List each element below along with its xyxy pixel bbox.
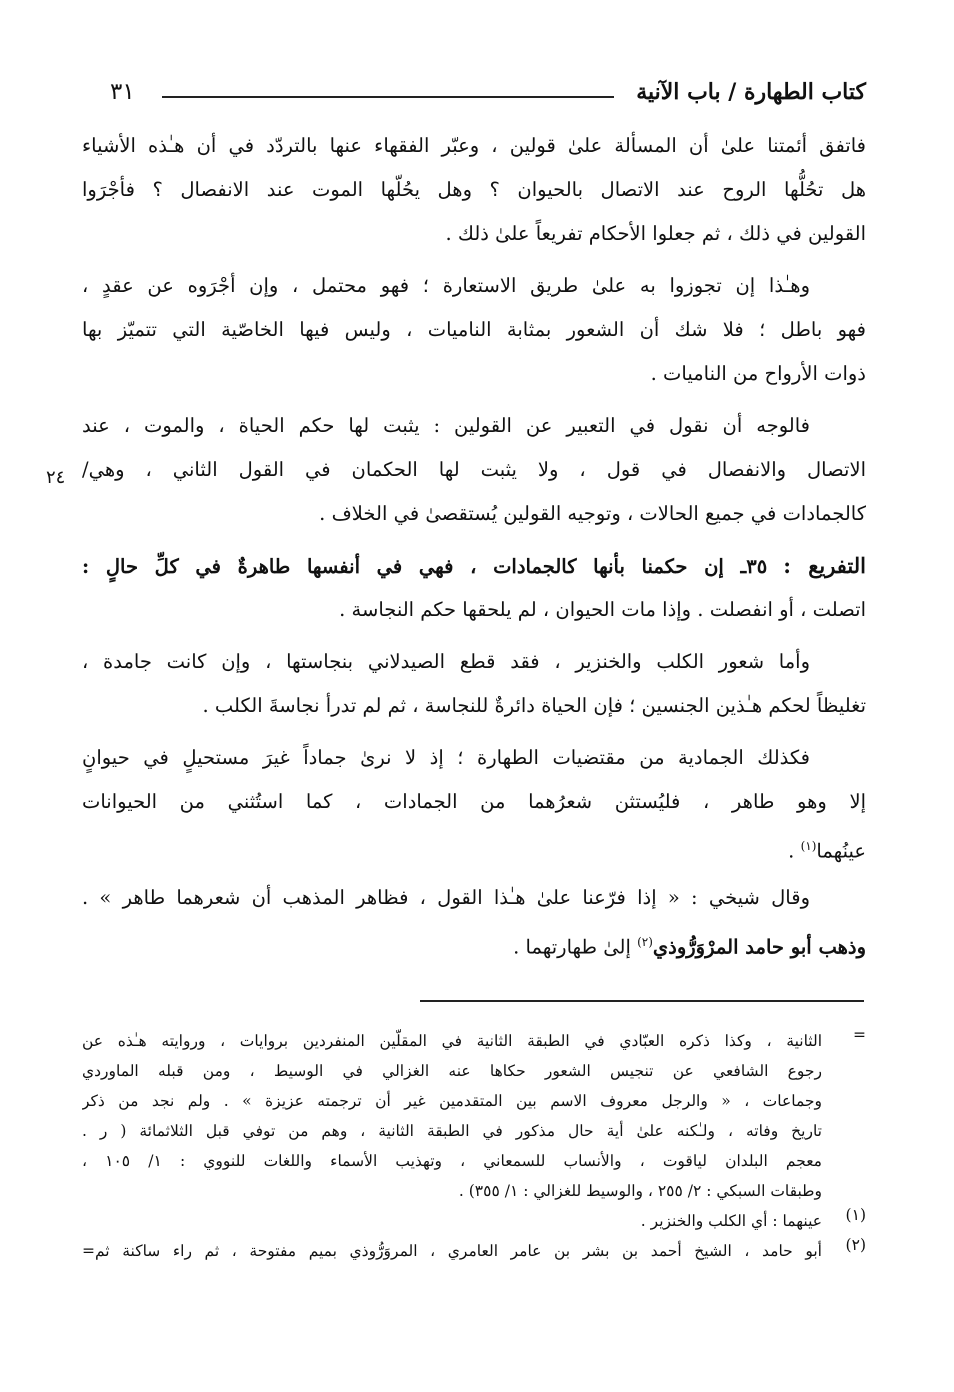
text-line: وهـٰذا إن تجوزوا به علىٰ طريق الاستعارة ؛ فهو محتمل ، وإن أجْرَوه عن عقدٍ ، bbox=[82, 274, 810, 297]
section-heading: التفريع : bbox=[783, 553, 866, 578]
footnote-text: أبو حامد ، الشيخ أحمد بن بشر بن عامر العامري ، المروَرُّوذي بميم مفتوحة ، ثم راء ساكنة ثم= bbox=[82, 1242, 822, 1260]
footnote-line: معجم البلدان لياقوت ، والأنساب للسمعاني ، وتهذيب الأسماء واللغات للنووي : ١/ ١٠٥ ، bbox=[82, 1152, 822, 1170]
footnote-2 bbox=[82, 1236, 866, 1266]
text-line: فهو باطل ؛ فلا شك أن الشعور بمثابة الناميات ، وليس فيها الخاصّية التي تتميّز بها bbox=[82, 318, 866, 341]
text-line: اتصلت ، أو انفصلت . وإذا مات الحيوان ، لم يلحقها حكم النجاسة . bbox=[339, 598, 866, 621]
text-line bbox=[82, 544, 866, 588]
text-line: فالوجه أن نقول في التعبير عن القولين : يثبت لها حكم الحياة ، والموت ، عند bbox=[82, 414, 810, 437]
chapter-title: كتاب الطهارة / باب الآنية bbox=[636, 79, 866, 105]
continuation-marker: = bbox=[853, 1026, 866, 1044]
text-line: القولين في ذلك ، ثم جعلوا الأحكام تفريعاً علىٰ ذلك . bbox=[445, 222, 866, 245]
footnote-line: رجوع الشافعي عن تنجيس الشعور حكاها عنه الغزالي في الوسيط ، ومن قبله الماوردي bbox=[82, 1062, 822, 1080]
footnote-continued bbox=[82, 1026, 866, 1056]
text-line: وقال شيخي : « إذا فرّعنا علىٰ هـٰذا القول ، فظاهر المذهب أن شعرهما طاهر » . bbox=[82, 886, 810, 909]
paragraph bbox=[82, 640, 866, 728]
manuscript-folio-number: ٢٤ bbox=[46, 467, 66, 488]
footnote-text: عينهما : أي الكلب والخنزير . bbox=[640, 1212, 822, 1230]
main-text bbox=[82, 124, 866, 972]
text-line: فكذلك الجمادية من مقتضيات الطهارة ؛ إذ لا نرىٰ جماداً غيرَ مستحيلٍ في حيوانٍ bbox=[82, 746, 810, 769]
person-name: وذهب أبو حامد المرْوَرُّوذي bbox=[652, 935, 866, 959]
footnote-line: الثانية ، وكذا ذكره العبّادي في الطبقة الثانية في المقلّين المنفردين بروايات ، وروايته هـٰذه عن bbox=[82, 1032, 822, 1050]
paragraph bbox=[82, 544, 866, 632]
footnote-line: وطبقات السبكي : ٢/ ٢٥٥ ، والوسيط للغزالي : ١/ ٣٥٥) . bbox=[458, 1182, 822, 1200]
text-line: وأما شعور الكلب والخنزير ، فقد قطع الصيدلاني بنجاستها ، وإن كانت جامدة ، bbox=[82, 650, 810, 673]
header-rule bbox=[162, 96, 614, 98]
page-number: ٣١ bbox=[110, 79, 135, 105]
text-line: تغليظاً لحكم هـٰذين الجنسين ؛ فإن الحياة دائرةٌ للنجاسة ، ثم لم تدرأ نجاسةَ الكلب . bbox=[202, 694, 866, 717]
footnote-1 bbox=[82, 1206, 866, 1236]
text-line: هل تحُلُّها الروح عند الاتصال بالحيوان ؟ وهل يحُلّها الموت عند الانفصال ؟ فأجْرَوا bbox=[82, 178, 866, 201]
footnote-number: (٢) bbox=[845, 1236, 866, 1254]
text-line: عينُهما$^{(١)}$ . bbox=[788, 839, 866, 863]
text-line-content: إلىٰ طهارتهما . bbox=[513, 935, 631, 959]
text-line-content: ٣٥ـ إن حكمنا بأنها كالجمادات ، فهي في أنفسها طاهرةٌ في كلِّ حالٍ : bbox=[82, 555, 768, 578]
paragraph bbox=[82, 404, 866, 536]
footnote-rule bbox=[420, 1000, 864, 1002]
paragraph bbox=[82, 124, 866, 256]
footnote-line: تاريخ وفاته ، ولـٰكنه علىٰ أية حال مذكور في الطبقة الثانية ، وهم من توفي قبل الثلاثمائة ( ر . bbox=[82, 1122, 822, 1140]
paragraph bbox=[82, 876, 866, 964]
text-line: الاتصال والانفصال في قول ، ولا يثبت لها الحكمان في القول الثاني ، وهي/ bbox=[82, 458, 866, 481]
text-line: فاتفق أئمتنا علىٰ أن المسألة علىٰ قولين ، وعبّر الفقهاء عنها بالتردّد في أن هـٰذه الأشياء bbox=[82, 134, 866, 157]
text-line bbox=[82, 920, 866, 964]
footnotes bbox=[82, 1026, 866, 1266]
text-line: كالجمادات في جميع الحالات ، وتوجيه القولين يُستقصىٰ في الخلاف . bbox=[319, 502, 866, 525]
paragraph bbox=[82, 736, 866, 868]
footnote-ref: (١) bbox=[800, 839, 817, 853]
footnote-number: (١) bbox=[845, 1206, 866, 1224]
footnote-ref: (٢) bbox=[637, 935, 653, 949]
text-line: إلا وهو طاهر ، فليُستثن شعرُهما من الجمادات ، كما استُثني من الحيوانات bbox=[82, 790, 866, 813]
text-line-content: عينُهما bbox=[816, 839, 866, 863]
paragraph bbox=[82, 264, 866, 396]
footnote-line: وجماعات ، « والرجل معروف الاسم بين المتقدمين غير أن ترجمته عزيزة » . ولم نجد من ذكر bbox=[82, 1092, 822, 1110]
running-header bbox=[96, 72, 866, 112]
text-line: ذوات الأرواح من الناميات . bbox=[650, 362, 866, 385]
